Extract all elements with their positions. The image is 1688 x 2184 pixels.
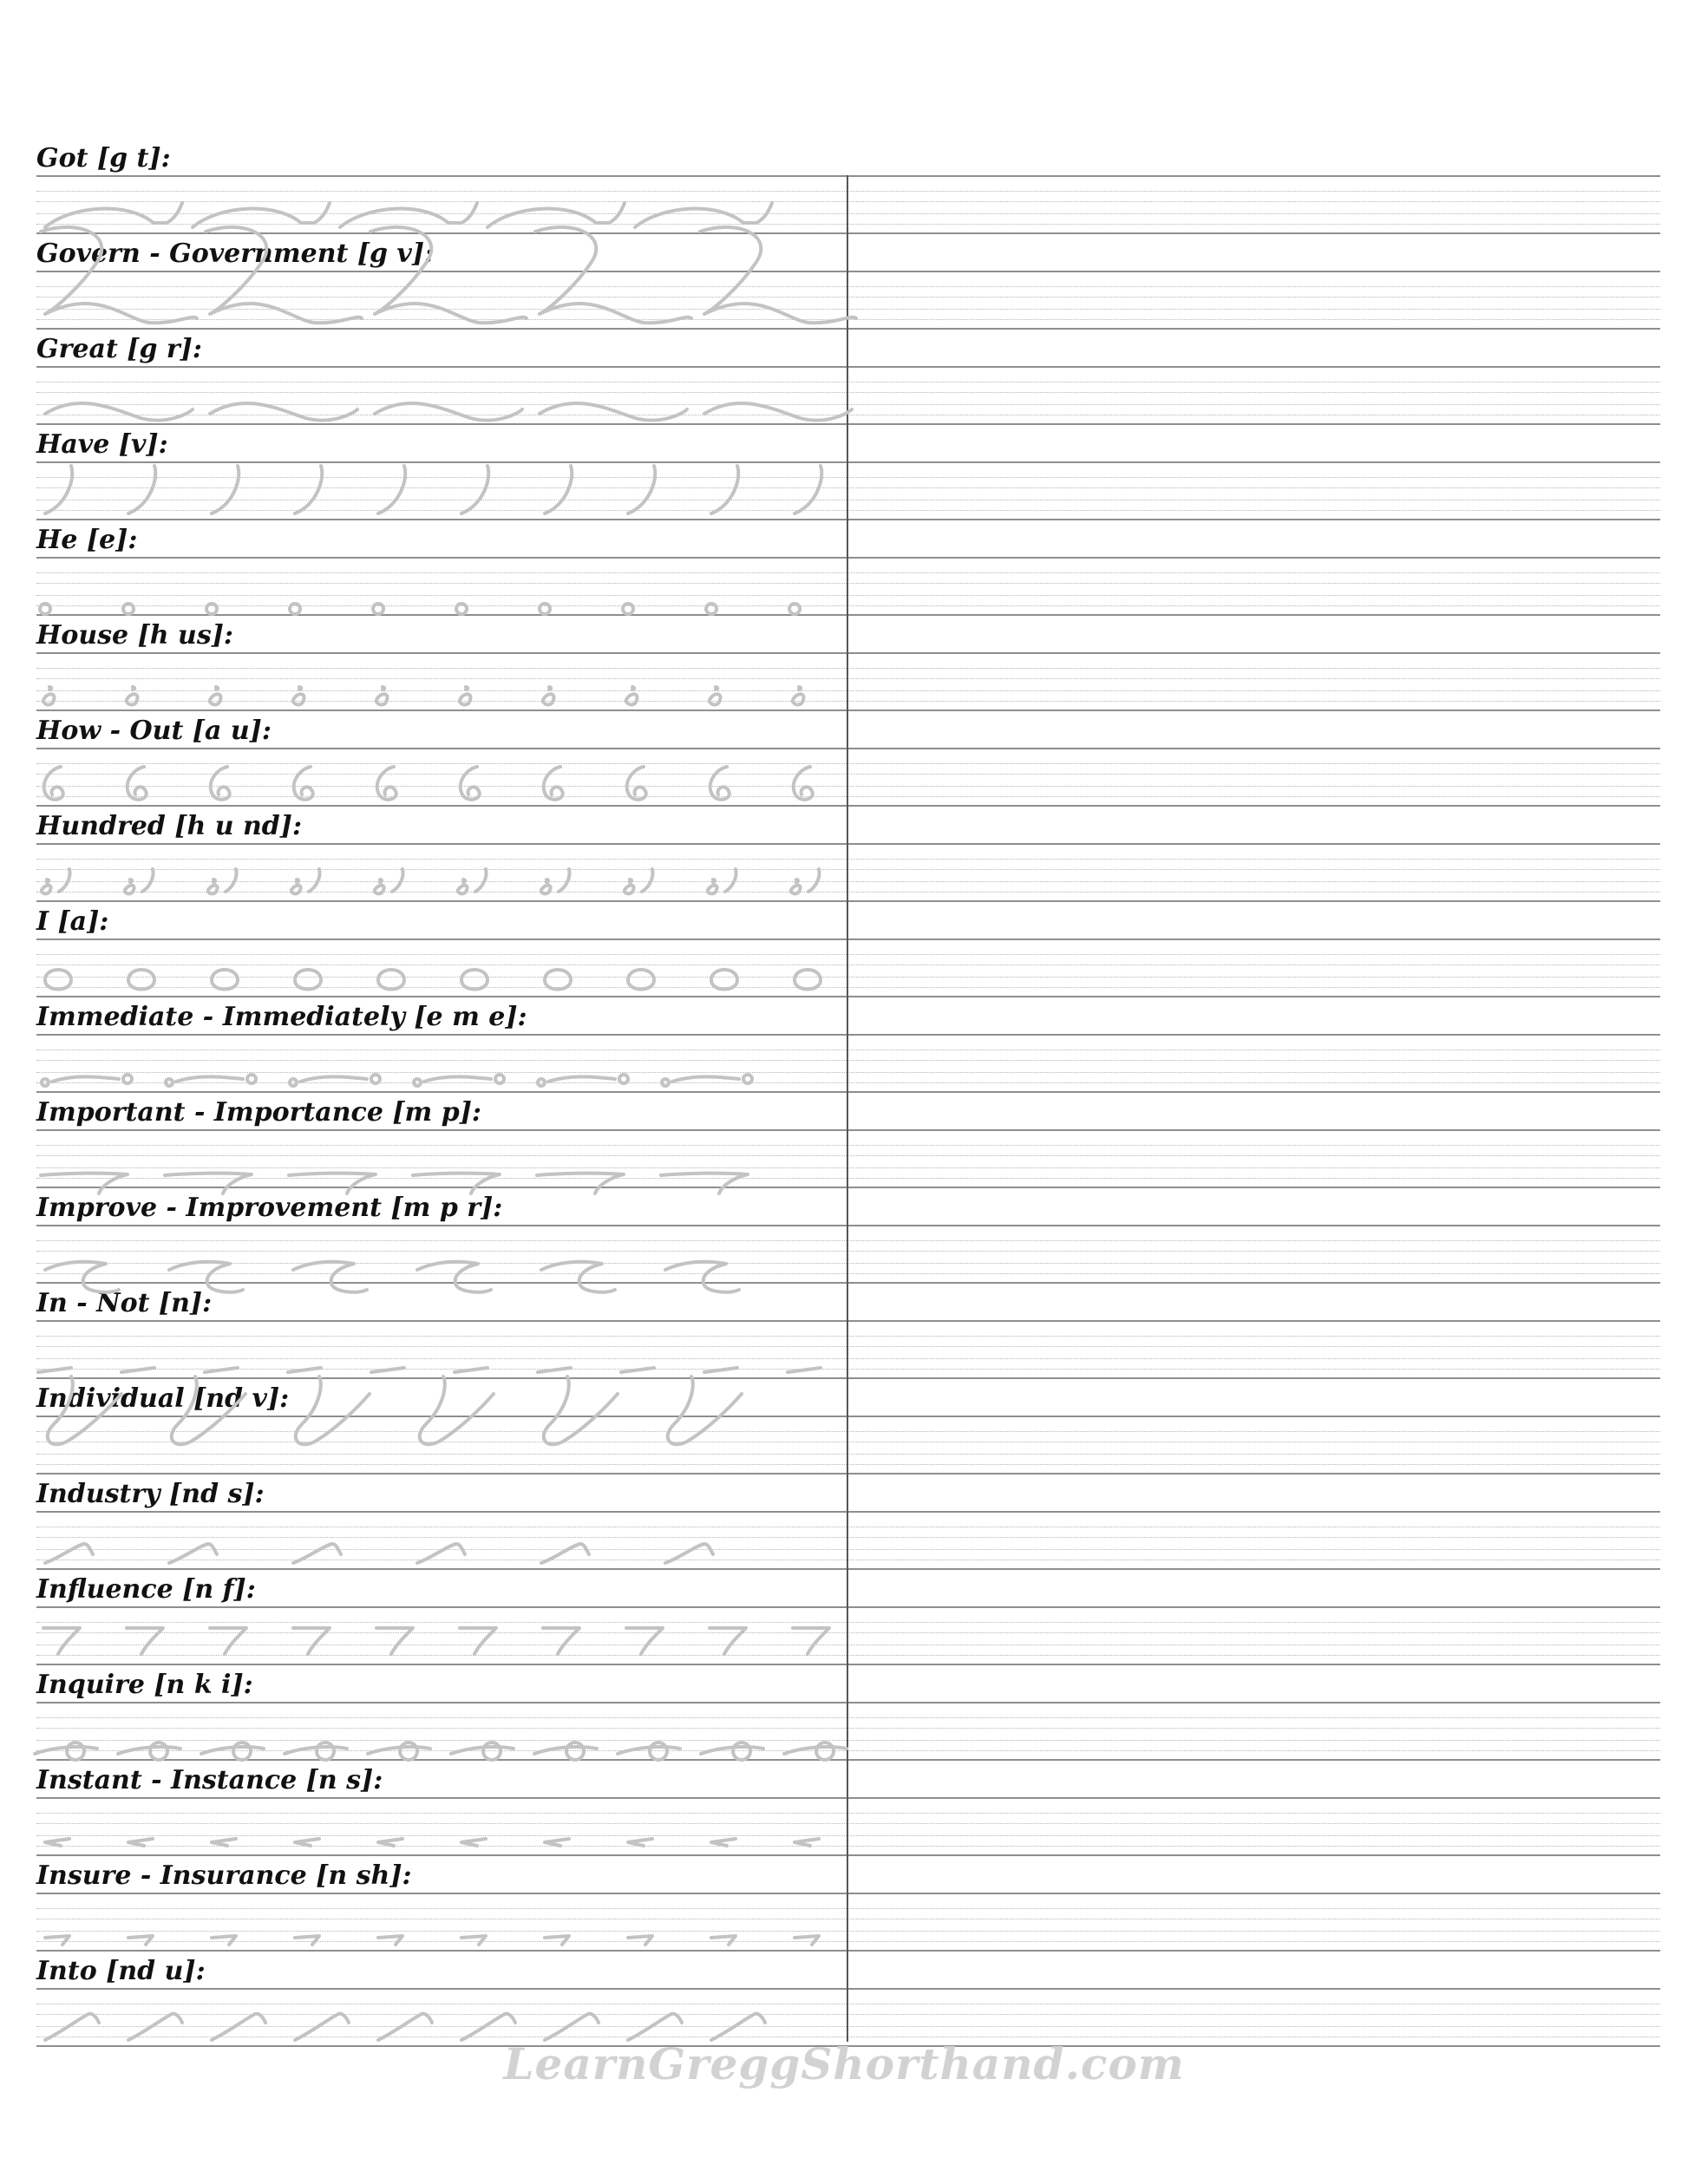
how-stroke (211, 767, 230, 800)
have-stroke (45, 466, 72, 513)
guide-line (36, 1358, 1660, 1359)
guide-line (36, 1240, 1660, 1241)
inquire-stroke (701, 1743, 763, 1760)
row-label: How - Out [a u]: (36, 716, 272, 746)
inquire-stroke (368, 1743, 430, 1760)
row-top-rule (36, 748, 1660, 749)
guide-line (36, 309, 1660, 310)
guide-line (36, 1273, 1660, 1274)
row-top-rule (36, 1129, 1660, 1131)
guide-line (36, 977, 1660, 978)
guide-line (36, 572, 1660, 573)
great-stroke (375, 403, 522, 421)
row-label: Into [nd u]: (36, 1956, 206, 1986)
row-baseline (36, 1950, 1660, 1952)
row-baseline (36, 1759, 1660, 1761)
guide-line (36, 1622, 1660, 1623)
row-label: Important - Importance [m p]: (36, 1097, 481, 1128)
individual-stroke (296, 1376, 370, 1444)
guide-line (36, 201, 1660, 202)
instant-stroke (128, 1839, 153, 1846)
row-label: Insure - Insurance [n sh]: (36, 1860, 412, 1891)
guide-line (36, 1464, 1660, 1465)
important-stroke (289, 1174, 376, 1193)
guide-line (36, 1750, 1660, 1751)
instant-stroke (545, 1839, 569, 1846)
guide-line (36, 319, 1660, 320)
guide-line (36, 774, 1660, 775)
important-stroke (661, 1174, 748, 1193)
row-label: Immediate - Immediately [e m e]: (36, 1002, 527, 1032)
guide-line (36, 297, 1660, 298)
insure-stroke (45, 1936, 69, 1945)
row-top-rule (36, 1511, 1660, 1513)
row-label: Industry [nd s]: (36, 1479, 265, 1509)
guide-line (36, 487, 1660, 488)
guide-line (36, 1336, 1660, 1337)
important-stroke (41, 1174, 128, 1193)
inquire-stroke (118, 1743, 180, 1760)
guide-line (36, 224, 1660, 225)
row-label: Govern - Government [g v]: (36, 239, 435, 269)
guide-line (36, 382, 1660, 383)
row-top-rule (36, 1988, 1660, 1990)
guide-line (36, 2026, 1660, 2027)
row-baseline (36, 1664, 1660, 1665)
how-stroke (461, 767, 480, 800)
instant-stroke (461, 1839, 486, 1846)
row-baseline (36, 1473, 1660, 1475)
immediate-stroke (414, 1075, 504, 1086)
guide-line (36, 1655, 1660, 1656)
inquire-stroke (285, 1743, 347, 1760)
row-baseline (36, 900, 1660, 902)
have-stroke (295, 466, 322, 513)
guide-line (36, 1167, 1660, 1168)
row-top-rule (36, 557, 1660, 559)
insure-stroke (545, 1936, 569, 1945)
row-top-rule (36, 1034, 1660, 1036)
have-stroke (128, 466, 155, 513)
guide-line (36, 1251, 1660, 1252)
guide-line (36, 1823, 1660, 1824)
row-label: Influence [n f]: (36, 1574, 256, 1605)
guide-line (36, 1740, 1660, 1741)
have-stroke (628, 466, 655, 513)
insure-stroke (378, 1936, 402, 1945)
guide-line (36, 1060, 1660, 1061)
guide-line (36, 668, 1660, 669)
row-top-rule (36, 1702, 1660, 1703)
how-stroke (294, 767, 313, 800)
guide-line (36, 954, 1660, 955)
instant-stroke (45, 1839, 69, 1846)
guide-line (36, 1072, 1660, 1073)
insure-stroke (295, 1936, 319, 1945)
inquire-stroke (534, 1743, 597, 1760)
great-stroke (540, 403, 687, 421)
important-stroke (537, 1174, 624, 1193)
guide-line (36, 2014, 1660, 2015)
how-stroke (128, 767, 147, 800)
row-label: Improve - Improvement [m p r]: (36, 1193, 503, 1223)
guide-line (36, 786, 1660, 787)
row-top-rule (36, 1320, 1660, 1322)
inquire-stroke (618, 1743, 680, 1760)
footer-watermark: LearnGreggShorthand.com (503, 2038, 1185, 2089)
guide-line (36, 605, 1660, 606)
insure-stroke (212, 1936, 236, 1945)
guide-line (36, 701, 1660, 702)
row-baseline (36, 709, 1660, 711)
guide-line (36, 1346, 1660, 1347)
row-baseline (36, 805, 1660, 807)
guide-line (36, 881, 1660, 882)
guide-line (36, 404, 1660, 405)
guide-line (36, 1537, 1660, 1538)
individual-stroke (544, 1376, 618, 1444)
guide-line (36, 1632, 1660, 1633)
important-stroke (413, 1174, 500, 1193)
inquire-stroke (784, 1743, 847, 1760)
guide-line (36, 987, 1660, 988)
improve-stroke (665, 1262, 739, 1292)
insure-stroke (461, 1936, 486, 1945)
row-top-rule (36, 938, 1660, 940)
how-stroke (44, 767, 63, 800)
guide-line (36, 1263, 1660, 1264)
row-label: Hundred [h u nd]: (36, 811, 303, 841)
row-top-rule (36, 1416, 1660, 1417)
row-baseline (36, 614, 1660, 616)
have-stroke (378, 466, 405, 513)
row-baseline (36, 1568, 1660, 1570)
row-baseline (36, 1282, 1660, 1284)
row-top-rule (36, 461, 1660, 463)
inquire-stroke (35, 1743, 97, 1760)
guide-line (36, 1717, 1660, 1718)
row-label: He [e]: (36, 525, 138, 555)
instant-stroke (295, 1839, 319, 1846)
insure-stroke (711, 1936, 736, 1945)
how-stroke (377, 767, 396, 800)
row-label: I [a]: (36, 906, 109, 937)
have-stroke (711, 466, 738, 513)
guide-line (36, 286, 1660, 287)
guide-line (36, 1082, 1660, 1083)
guide-line (36, 510, 1660, 511)
row-label: Got [g t]: (36, 143, 171, 173)
guide-line (36, 191, 1660, 192)
guide-line (36, 1049, 1660, 1050)
immediate-stroke (538, 1075, 628, 1086)
guide-line (36, 690, 1660, 691)
row-top-rule (36, 652, 1660, 654)
row-label: Inquire [n k i]: (36, 1670, 253, 1700)
instant-stroke (628, 1839, 652, 1846)
row-baseline (36, 1854, 1660, 1856)
row-top-rule (36, 1797, 1660, 1799)
guide-line (36, 763, 1660, 764)
insure-stroke (128, 1936, 153, 1945)
guide-line (36, 213, 1660, 214)
guide-line (36, 1908, 1660, 1909)
guide-line (36, 796, 1660, 797)
immediate-stroke (166, 1075, 256, 1086)
great-stroke (704, 403, 852, 421)
row-baseline (36, 519, 1660, 520)
inquire-stroke (451, 1743, 514, 1760)
guide-line (36, 1155, 1660, 1156)
individual-stroke (420, 1376, 494, 1444)
row-baseline (36, 1091, 1660, 1093)
great-stroke (45, 403, 193, 421)
have-stroke (795, 466, 821, 513)
improve-stroke (293, 1262, 367, 1292)
guide-line (36, 477, 1660, 478)
guide-line (36, 392, 1660, 393)
row-label: In - Not [n]: (36, 1288, 213, 1318)
guide-line (36, 1178, 1660, 1179)
improve-stroke (417, 1262, 491, 1292)
guide-line (36, 595, 1660, 596)
guide-line (36, 1431, 1660, 1432)
guide-line (36, 1454, 1660, 1455)
guide-line (36, 1145, 1660, 1146)
row-label: Great [g r]: (36, 334, 202, 364)
row-baseline (36, 423, 1660, 425)
row-label: House [h us]: (36, 620, 234, 651)
row-top-rule (36, 1225, 1660, 1226)
individual-stroke (668, 1376, 742, 1444)
how-stroke (794, 767, 813, 800)
instant-stroke (711, 1839, 736, 1846)
row-top-rule (36, 366, 1660, 368)
have-stroke (212, 466, 239, 513)
row-baseline (36, 232, 1660, 234)
how-stroke (544, 767, 563, 800)
instant-stroke (212, 1839, 236, 1846)
row-baseline (36, 1377, 1660, 1379)
row-top-rule (36, 271, 1660, 272)
row-top-rule (36, 1606, 1660, 1608)
inquire-stroke (201, 1743, 264, 1760)
improve-stroke (541, 1262, 615, 1292)
guide-line (36, 1813, 1660, 1814)
row-top-rule (36, 1893, 1660, 1894)
guide-line (36, 892, 1660, 893)
guide-line (36, 678, 1660, 679)
immediate-stroke (662, 1075, 752, 1086)
guide-line (36, 583, 1660, 584)
guide-line (36, 859, 1660, 860)
great-stroke (210, 403, 357, 421)
guide-line (36, 1549, 1660, 1550)
have-stroke (545, 466, 572, 513)
how-stroke (710, 767, 730, 800)
guide-line (36, 964, 1660, 965)
row-label: Individual [nd v]: (36, 1383, 290, 1414)
insure-stroke (795, 1936, 819, 1945)
guide-line (36, 1931, 1660, 1932)
insure-stroke (628, 1936, 652, 1945)
instant-stroke (378, 1839, 402, 1846)
row-baseline (36, 1187, 1660, 1188)
row-label: Instant - Instance [n s]: (36, 1765, 383, 1795)
guide-line (36, 1835, 1660, 1836)
immediate-stroke (42, 1075, 132, 1086)
guide-line (36, 869, 1660, 870)
important-stroke (165, 1174, 252, 1193)
guide-line (36, 1728, 1660, 1729)
row-baseline (36, 996, 1660, 997)
have-stroke (461, 466, 488, 513)
guide-line (36, 1369, 1660, 1370)
guide-line (36, 1941, 1660, 1942)
immediate-stroke (290, 1075, 380, 1086)
how-stroke (627, 767, 646, 800)
row-top-rule (36, 175, 1660, 177)
column-divider (847, 175, 848, 2042)
guide-line (36, 1846, 1660, 1847)
instant-stroke (795, 1839, 819, 1846)
row-top-rule (36, 843, 1660, 845)
row-baseline (36, 328, 1660, 330)
row-label: Have [v]: (36, 429, 168, 460)
